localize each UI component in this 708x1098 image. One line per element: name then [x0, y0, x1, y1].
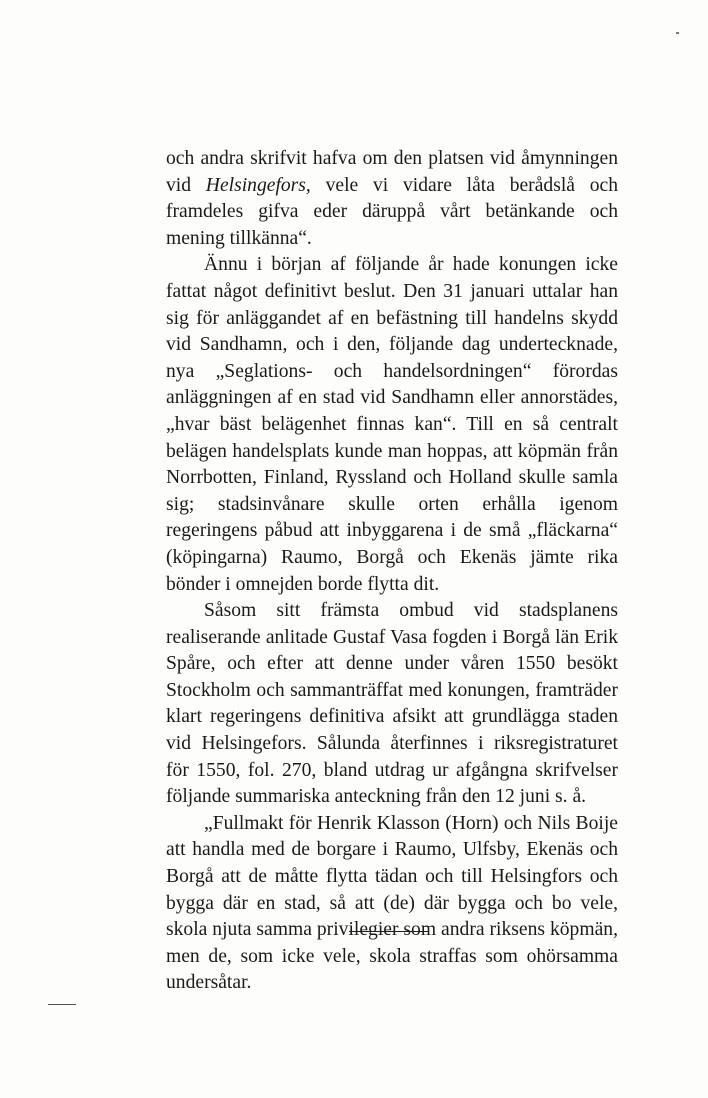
scan-mark	[676, 32, 679, 34]
section-divider-rule	[349, 931, 429, 932]
paragraph-4: „Fullmakt för Henrik Klasson (Horn) och Nils Boije att handla med de borgare i Raumo, Ulfsby, Ekenäs och Borgå att de måtte flytta tädan och till Helsingfors och bygga där en stad, så att (de) där bygga och bo vele, skola njuta samma privilegier som andra riksens köpmän, men de, som icke vele, skola straffas som ohörsamma undersåtar.	[166, 812, 618, 994]
margin-mark	[48, 1004, 76, 1005]
paragraph-3: Såsom sitt främsta ombud vid stadsplanens realiserande anlitade Gustaf Vasa fogden i Borgå län Erik Spåre, och efter att denne under våren 1550 besökt Stockholm och sammanträffat med konungen, framträder klart regeringens definitiva afsikt att grundlägga staden vid Helsingefors. Sålunda återfinnes i riksregistraturet för 1550, fol. 270, bland utdrag ur afgångna skrifvelser följande summariska anteckning från den 12 juni s. å.	[166, 600, 618, 808]
paragraph-1-text-after: vele vi vidare låta berådslå och framdeles gifva eder däruppå vårt betänkande och mening tillkänna“.	[166, 174, 619, 249]
body-text	[166, 146, 618, 997]
paragraph-1-text: och andra skrifvit hafva om den platsen vid åmynningen vid	[166, 148, 618, 196]
paragraph-1-italic-place: Helsingefors,	[205, 174, 311, 196]
paragraph-1	[166, 146, 618, 252]
paragraph-2: Ännu i början af följande år hade konungen icke fattat något definitivt beslut. Den 31 januari uttalar han sig för anläggandet af en befästning till handelns skydd vid Sandhamn, och i den, följande dag undertecknade, nya „Seglations- och handelsordningen“ förordas anläggningen af en stad vid Sandhamn eller annorstädes, „hvar bäst belägenhet finnas kan“. Till en så centralt belägen handelsplats kunde man hoppas, att köpmän från Norrbotten, Finland, Ryssland och Holland skulle samla sig; stadsinvånare skulle orten erhålla igenom regeringens påbud att inbyggarena i de små „fläckarna“ (köpingarna) Raumo, Borgå och Ekenäs jämte rika bönder i omnejden borde flytta dit.	[166, 254, 618, 595]
